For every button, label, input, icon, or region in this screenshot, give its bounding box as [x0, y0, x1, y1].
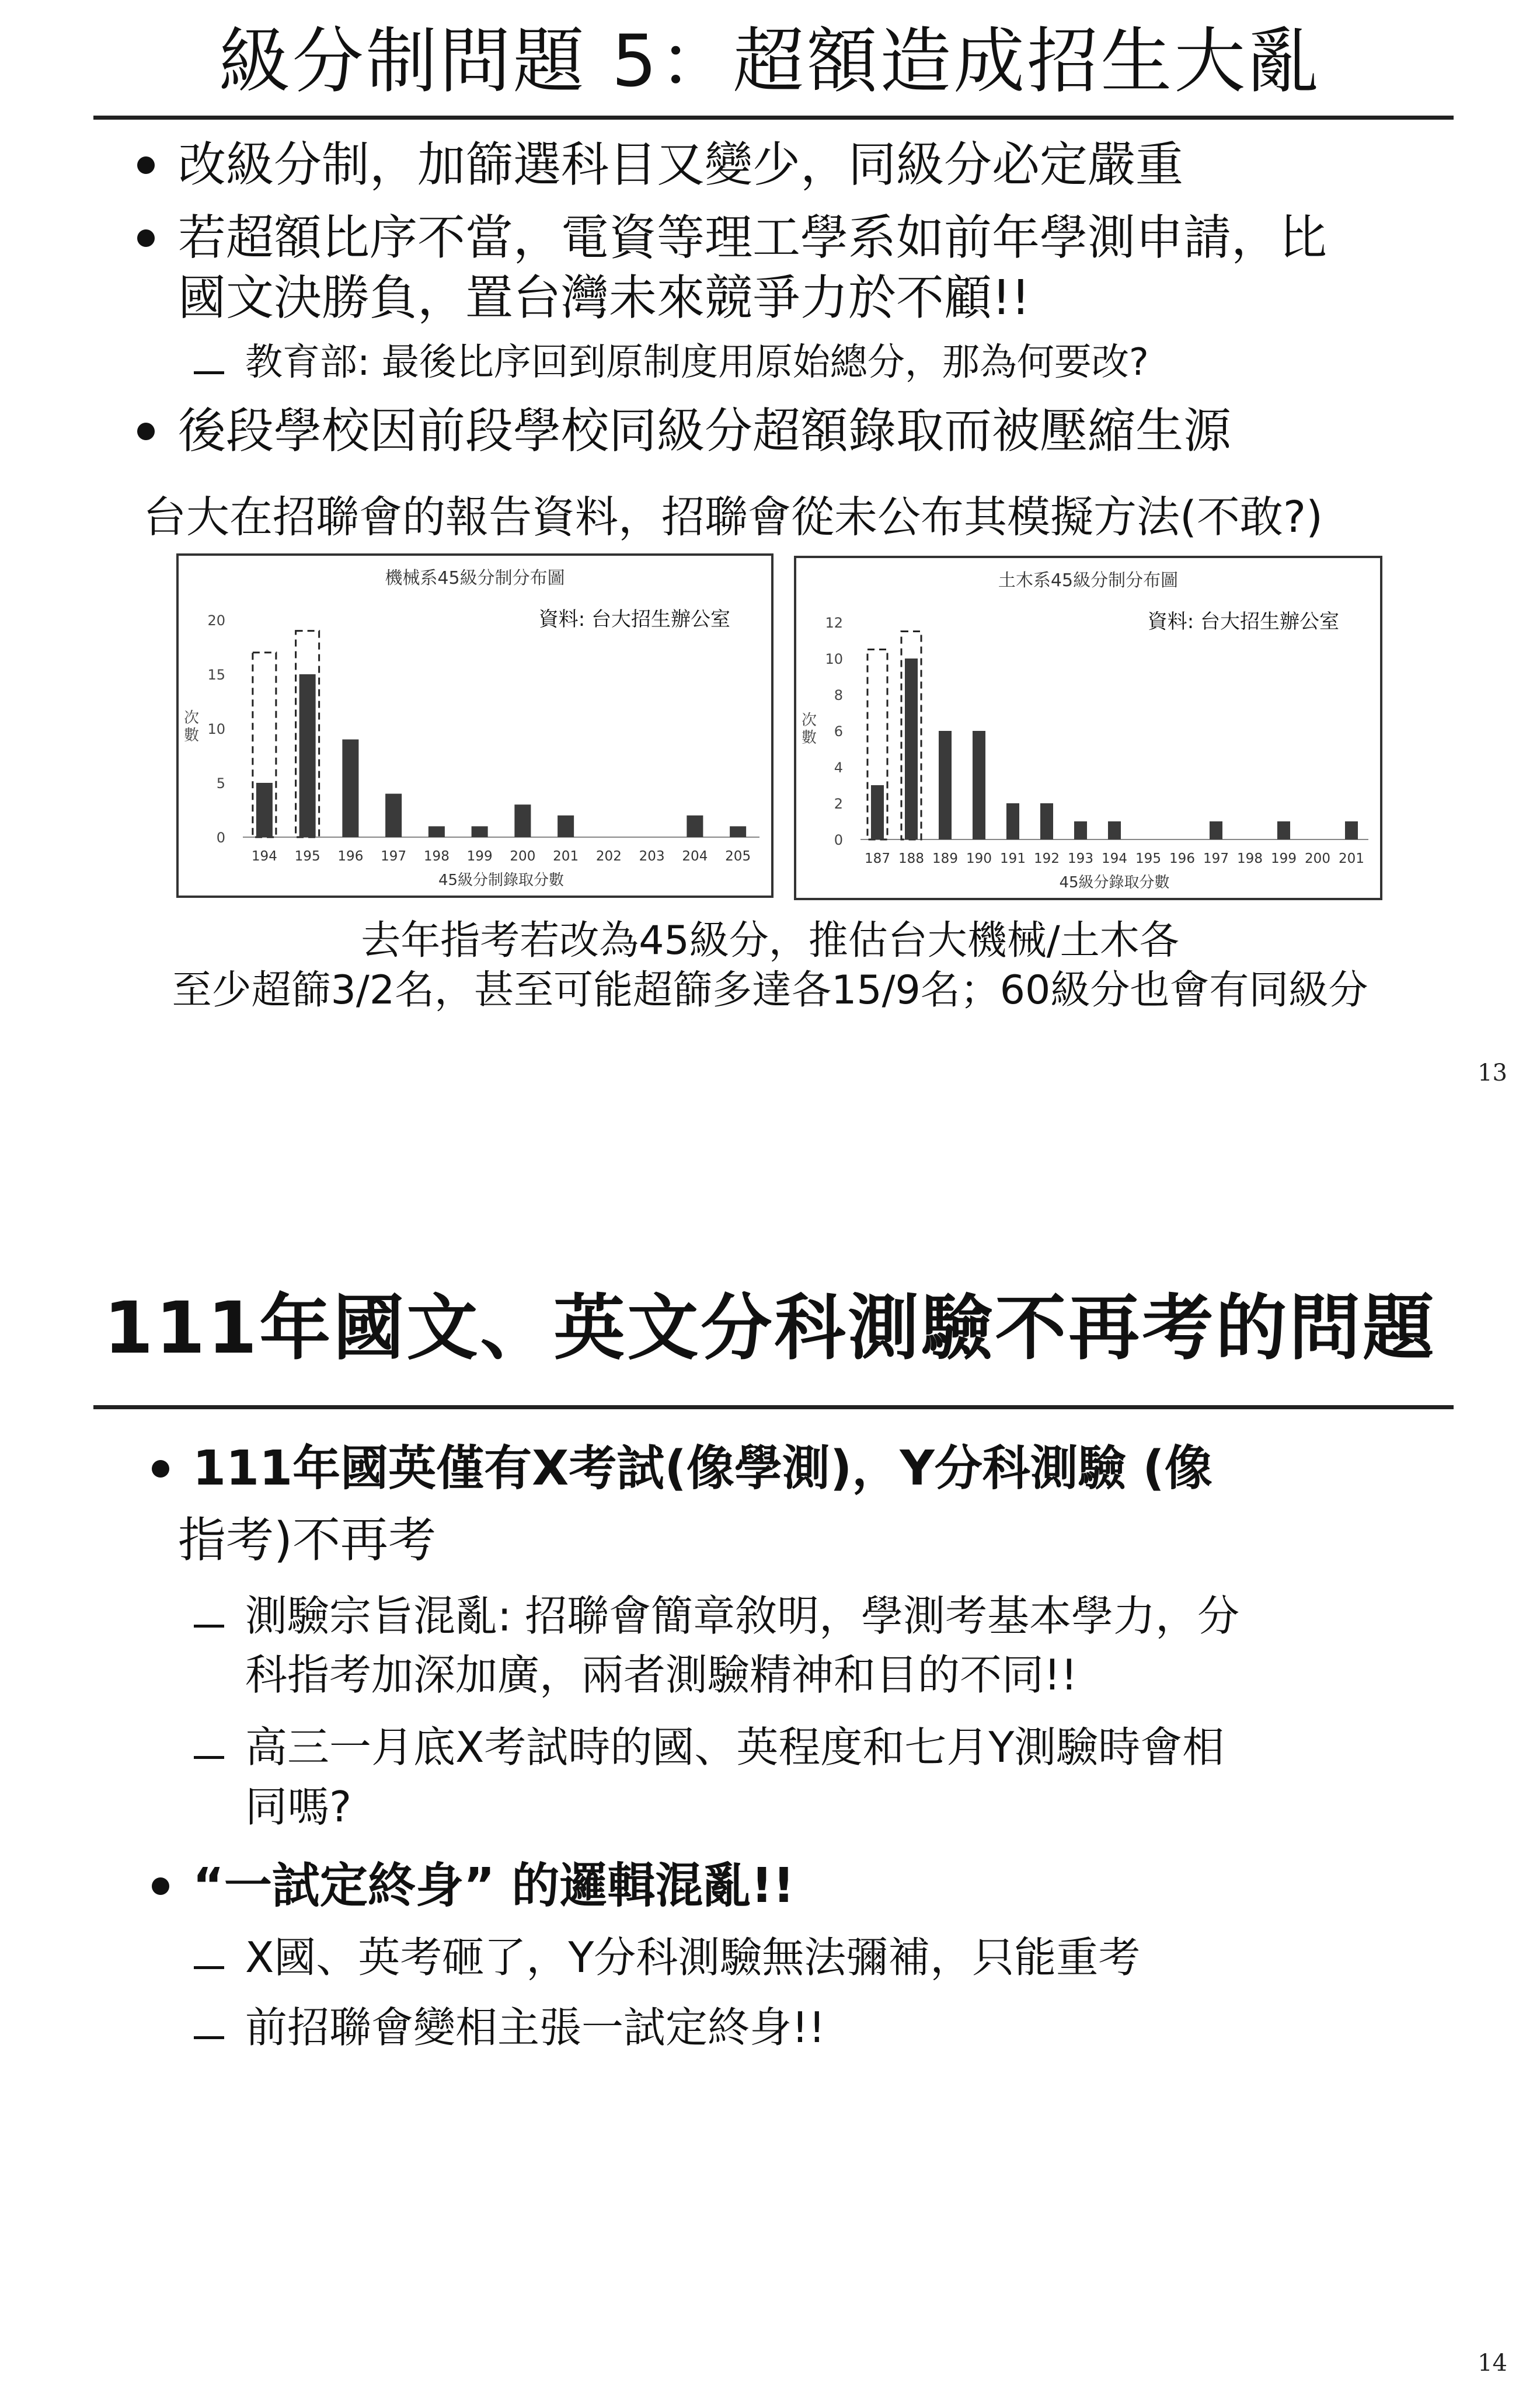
- chart-mechanical-engineering: [176, 553, 774, 898]
- y-tick-label: 10: [207, 721, 225, 737]
- x-tick-label: 190: [966, 851, 992, 866]
- bar-197: [1210, 821, 1222, 839]
- x-axis-label: 45級分制錄取分數: [438, 872, 565, 889]
- y-tick-label: 6: [834, 723, 843, 740]
- bar-189: [939, 731, 952, 839]
- x-tick-label: 202: [595, 849, 622, 864]
- bullet-item: 111年國英僅有X考試(像學測)，Y分科測驗 (像: [193, 1439, 1213, 1499]
- x-tick-label: 196: [337, 849, 364, 864]
- x-tick-label: 200: [510, 849, 536, 864]
- bar-204: [687, 816, 703, 837]
- sub-bullet-item: 教育部: 最後比序回到原制度用原始總分，那為何要改?: [245, 337, 1149, 388]
- y-tick-label: 8: [834, 687, 843, 703]
- bullet-dot-icon: [137, 156, 155, 174]
- x-tick-label: 204: [682, 849, 708, 864]
- dash-icon: [194, 1756, 224, 1759]
- dash-icon: [194, 1966, 224, 1969]
- slide-title: 級分制問題 5：超額造成招生大亂: [218, 20, 1322, 103]
- bar-201: [558, 816, 574, 837]
- y-axis-label: 次: [801, 712, 817, 729]
- bar-187: [871, 785, 884, 839]
- y-tick-label: 4: [834, 759, 843, 776]
- x-tick-label: 194: [251, 849, 277, 864]
- chart-title: 機械系45級分制分布圖: [385, 568, 565, 588]
- bar-191: [1006, 803, 1019, 839]
- y-tick-label: 12: [825, 615, 843, 631]
- chart-annotation: 資料: 台大招生辦公室: [1147, 610, 1339, 633]
- y-tick-label: 0: [834, 832, 843, 848]
- chart-svg: [796, 558, 1380, 898]
- dash-icon: [194, 1625, 224, 1628]
- x-tick-label: 196: [1169, 851, 1195, 866]
- sub-bullet-continuation: 科指考加深加廣，兩者測驗精神和目的不同!!: [245, 1650, 1078, 1699]
- bar-197: [385, 794, 402, 837]
- title-divider: [93, 116, 1454, 120]
- x-tick-label: 199: [466, 849, 493, 864]
- slide-14: [0, 1249, 1540, 2404]
- title-divider: [93, 1405, 1454, 1409]
- bar-193: [1074, 821, 1087, 839]
- page-number: 14: [1478, 2350, 1507, 2377]
- y-tick-label: 0: [216, 830, 225, 846]
- x-tick-label: 198: [423, 849, 450, 864]
- bullet-dot-icon: [152, 1877, 169, 1895]
- x-tick-label: 198: [1237, 851, 1263, 866]
- bullet-dot-icon: [152, 1460, 169, 1478]
- y-tick-label: 15: [207, 667, 225, 683]
- x-tick-label: 187: [865, 851, 890, 866]
- x-tick-label: 195: [294, 849, 320, 864]
- bar-196: [342, 740, 358, 837]
- note-line-2: 至少超篩3/2名，甚至可能超篩多達各15/9名；60級分也會有同級分: [172, 967, 1368, 1013]
- x-tick-label: 193: [1068, 851, 1093, 866]
- dash-icon: [194, 371, 224, 374]
- bullet-item: 後段學校因前段學校同級分超額錄取而被壓縮生源: [178, 402, 1231, 461]
- sub-bullet-item: X國、英考砸了，Y分科測驗無法彌補，只能重考: [245, 1932, 1140, 1983]
- bar-194: [256, 783, 273, 837]
- bar-190: [973, 731, 985, 839]
- bullet-dot-icon: [137, 229, 155, 247]
- x-tick-label: 191: [1000, 851, 1026, 866]
- bullet-dot-icon: [137, 423, 155, 440]
- x-tick-label: 203: [639, 849, 665, 864]
- bar-199: [472, 826, 488, 837]
- y-tick-label: 2: [834, 796, 843, 812]
- chart-title: 土木系45級分制分布圖: [998, 570, 1179, 591]
- chart-caption: 台大在招聯會的報告資料，招聯會從未公布其模擬方法(不敢?): [143, 492, 1323, 542]
- bar-199: [1277, 821, 1290, 839]
- y-axis-label: 數: [183, 727, 200, 744]
- bar-188: [905, 659, 918, 839]
- x-tick-label: 194: [1102, 851, 1127, 866]
- x-tick-label: 201: [1339, 851, 1364, 866]
- x-tick-label: 197: [1203, 851, 1229, 866]
- x-tick-label: 205: [725, 849, 751, 864]
- x-tick-label: 195: [1135, 851, 1161, 866]
- y-tick-label: 10: [825, 651, 843, 667]
- chart-civil-engineering: [794, 556, 1382, 900]
- chart-annotation: 資料: 台大招生辦公室: [538, 608, 730, 631]
- x-tick-label: 189: [932, 851, 958, 866]
- page-number: 13: [1478, 1060, 1507, 1086]
- dash-icon: [194, 2036, 224, 2039]
- bullet-item: “一試定終身” 的邏輯混亂!!: [193, 1856, 795, 1916]
- bullet-item: 改級分制，加篩選科目又變少，同級分必定嚴重: [178, 135, 1183, 195]
- x-tick-label: 201: [553, 849, 579, 864]
- bar-198: [428, 826, 445, 837]
- x-tick-label: 200: [1305, 851, 1330, 866]
- y-tick-label: 20: [207, 612, 225, 629]
- bullet-item-continuation: 指考)不再考: [178, 1513, 436, 1568]
- sub-bullet-item: 高三一月底X考試時的國、英程度和七月Y測驗時會相: [245, 1722, 1224, 1772]
- bar-195: [299, 674, 316, 837]
- bar-205: [730, 826, 746, 837]
- x-tick-label: 199: [1271, 851, 1297, 866]
- bar-201: [1345, 821, 1358, 839]
- bullet-item-continuation: 國文決勝負，置台灣未來競爭力於不顧!!: [178, 270, 1030, 326]
- bar-192: [1040, 803, 1053, 839]
- y-axis-label: 次: [183, 709, 200, 727]
- x-tick-label: 192: [1034, 851, 1060, 866]
- sub-bullet-continuation: 同嗎?: [245, 1782, 352, 1831]
- note-line-1: 去年指考若改為45級分，推估台大機械/土木各: [361, 918, 1179, 964]
- sub-bullet-item: 前招聯會變相主張一試定終身!!: [245, 2002, 825, 2053]
- chart-svg: [179, 556, 771, 896]
- x-axis-label: 45級分錄取分數: [1059, 874, 1170, 891]
- bullet-item: 若超額比序不當，電資等理工學系如前年學測申請，比: [178, 208, 1327, 268]
- x-tick-label: 188: [898, 851, 924, 866]
- sub-bullet-item: 測驗宗旨混亂: 招聯會簡章敘明，學測考基本學力，分: [245, 1591, 1239, 1641]
- x-tick-label: 197: [381, 849, 407, 864]
- bar-194: [1108, 821, 1121, 839]
- slide-13: [0, 0, 1540, 1168]
- slide-title: 111年國文、英文分科測驗不再考的問題: [103, 1287, 1437, 1370]
- y-axis-label: 數: [801, 729, 817, 747]
- y-tick-label: 5: [216, 775, 225, 792]
- bar-200: [514, 804, 531, 837]
